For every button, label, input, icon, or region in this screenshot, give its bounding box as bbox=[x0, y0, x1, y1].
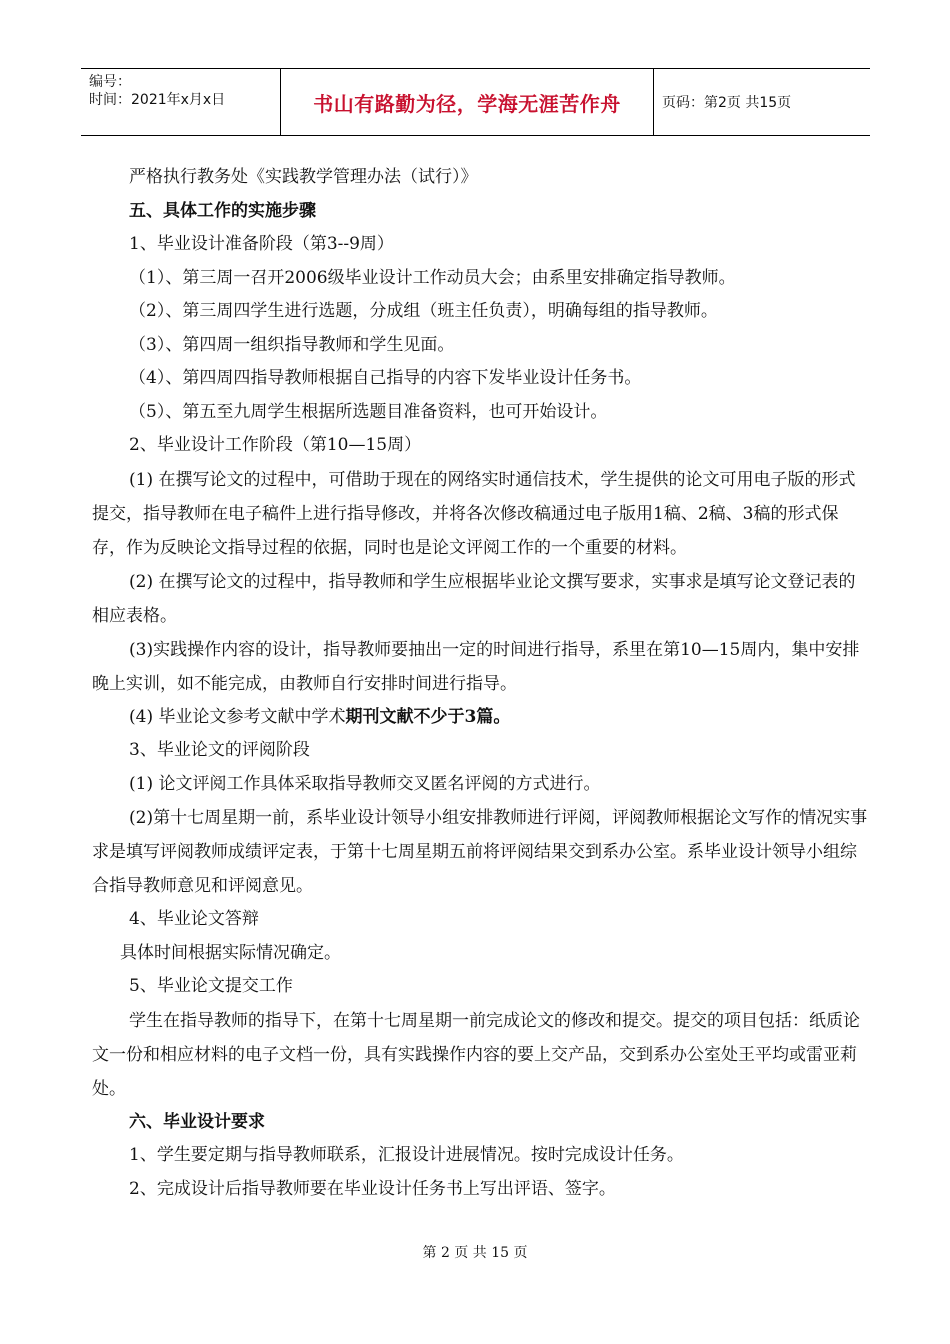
stage-2-paragraph-4-bold: 期刊文献不少于3篇。 bbox=[345, 706, 511, 727]
stage-2-paragraph-4-text: (4) 毕业论文参考文献中学术 bbox=[129, 706, 346, 727]
stage-2-paragraph-2: (2) 在撰写论文的过程中，指导教师和学生应根据毕业论文撰写要求，实事求是填写论文登记表的相应表格。 bbox=[92, 571, 856, 626]
stage-2-paragraph-3: (3)实践操作内容的设计，指导教师要抽出一定的时间进行指导，系里在第10—15周内，集中安排晚上实训，如不能完成，由教师自行安排时间进行指导。 bbox=[92, 639, 860, 694]
stage-1-item: （5）、第五至九周学生根据所选题目准备资料，也可开始设计。 bbox=[129, 401, 608, 422]
requirement-1: 1、学生要定期与指导教师联系，汇报设计进展情况。按时完成设计任务。 bbox=[129, 1145, 684, 1165]
stage-1-item: （1）、第三周一召开2006级毕业设计工作动员大会；由系里安排确定指导教师。 bbox=[129, 267, 736, 288]
number-label: 编号： bbox=[89, 74, 131, 90]
stage-1-item: （2）、第三周四学生进行选题，分成组（班主任负责），明确每组的指导教师。 bbox=[129, 301, 718, 321]
requirement-2: 2、完成设计后指导教师要在毕业设计任务书上写出评语、签字。 bbox=[129, 1178, 616, 1199]
page-footer: 第 2 页 共 15 页 bbox=[422, 1245, 528, 1261]
stage-4-heading: 4、毕业论文答辩 bbox=[129, 909, 259, 929]
stage-2-paragraph-1: (1) 在撰写论文的过程中，可借助于现在的网络实时通信技术，学生提供的论文可用电子版的形式提交，指导教师在电子稿件上进行指导修改，并将各次修改稿通过电子版用1稿、2稿、3稿的形式保存，作为反映论文指导过程的依据，同时也是论文评阅工作的一个重要的材料。 bbox=[92, 469, 856, 558]
stage-1-heading: 1、毕业设计准备阶段（第3--9周） bbox=[129, 234, 394, 254]
header-page-info: 页码：第2页 共15页 bbox=[662, 95, 792, 111]
stage-3-paragraph-1: (1) 论文评阅工作具体采取指导教师交叉匿名评阅的方式进行。 bbox=[129, 773, 601, 794]
stage-2-heading: 2、毕业设计工作阶段（第10—15周） bbox=[129, 435, 422, 455]
section-heading-5: 五、具体工作的实施步骤 bbox=[129, 200, 316, 221]
page-header bbox=[81, 68, 870, 136]
section-heading-6: 六、毕业设计要求 bbox=[129, 1111, 265, 1132]
stage-1-item: （4）、第四周四指导教师根据自己指导的内容下发毕业设计任务书。 bbox=[129, 368, 642, 388]
stage-2-paragraph-4 bbox=[92, 701, 872, 735]
stage-5-heading: 5、毕业论文提交工作 bbox=[129, 976, 293, 996]
header-meta bbox=[81, 69, 281, 135]
header-motto: 书山有路勤为径，学海无涯苦作舟 bbox=[281, 69, 654, 135]
stage-3-paragraph-2: (2)第十七周星期一前，系毕业设计领导小组安排教师进行评阅，评阅教师根据论文写作的情况实事求是填写评阅教师成绩评定表，于第十七周星期五前将评阅结果交到系办公室。系毕业设计领导小组综合指导教师意见和评阅意见。 bbox=[92, 808, 868, 896]
intro-line: 严格执行教务处《实践教学管理办法（试行）》 bbox=[129, 167, 478, 187]
stage-3-heading: 3、毕业论文的评阅阶段 bbox=[129, 740, 310, 760]
document-body bbox=[92, 161, 872, 1206]
stage-5-paragraph: 学生在指导教师的指导下，在第十七周星期一前完成论文的修改和提交。提交的项目包括：纸质论文一份和相应材料的电子文档一份，具有实践操作内容的要上交产品，交到系办公室处王平均或雷亚莉处。 bbox=[92, 1010, 860, 1099]
stage-1-item: （3）、第四周一组织指导教师和学生见面。 bbox=[129, 334, 455, 355]
time-label: 时间：2021年x月x日 bbox=[89, 92, 226, 108]
stage-4-paragraph: 具体时间根据实际情况确定。 bbox=[120, 942, 341, 963]
